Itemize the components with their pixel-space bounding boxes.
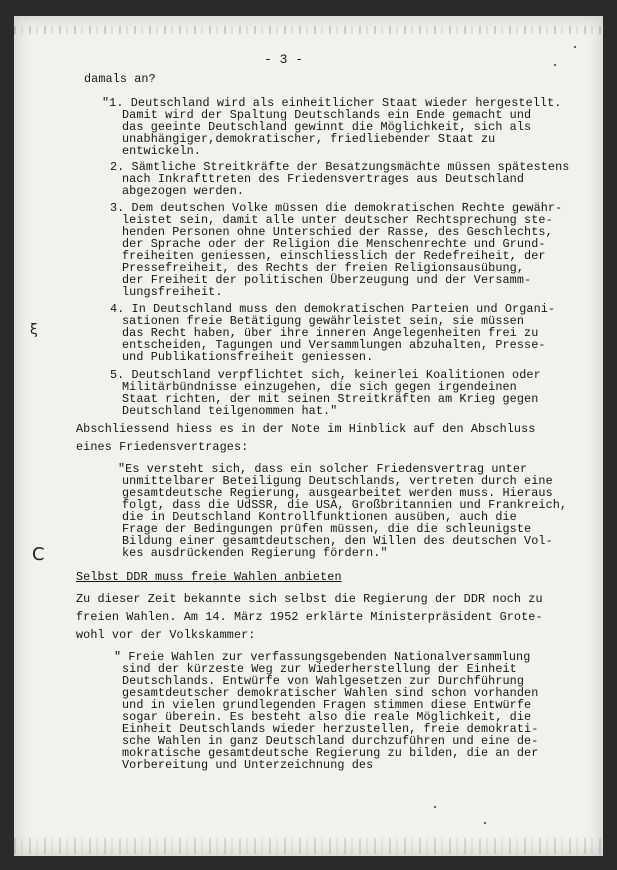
text-line: der Freiheit der politischen Überzeugung und der Versamm- [122,273,532,287]
document-body [14,16,603,772]
page-number: - 3 - [264,52,304,67]
text-line: nach Inkrafttreten des Friedensvertrages aus Deutschland [122,172,525,186]
text-line: unabhängiger,demokratischer, friedliebender Staat zu [122,132,496,146]
text-line: Militärbündnisse einzugehen, die sich gegen irgendeinen [122,380,517,394]
text-line: damals an? [84,72,156,86]
text-line: das Recht haben, über ihre inneren Angelegenheiten frei zu [122,326,539,340]
text-line: abgezogen werden. [122,184,245,198]
text-line: entwickeln. [122,144,201,158]
text-line: folgt, dass die UdSSR, die USA, Großbritannien und Frankreich, [122,498,568,512]
text-line: Staat richten, der mit seinen Streitkräften am Krieg gegen [122,392,539,406]
text-line: entscheiden, Tagungen und Versammlungen abzuhalten, Presse- [122,338,546,352]
section-heading: Selbst DDR muss freie Wahlen anbieten [76,570,342,584]
text-line: sche Wahlen in ganz Deutschland durchzuführen und eine de- [122,734,539,748]
text-line: "Es versteht sich, dass ein solcher Friedensvertrag unter [118,462,528,476]
text-line: mokratische gesamtdeutsche Regierung zu bilden, die an der [122,746,539,760]
text-line: "1. Deutschland wird als einheitlicher Staat wieder hergestellt. [102,96,562,110]
text-line: 5. Deutschland verpflichtet sich, keinerlei Koalitionen oder [110,368,541,382]
text-line: 2. Sämtliche Streitkräfte der Besatzungsmächte müssen spätestens [110,160,570,174]
text-line: freiheiten geniessen, einschliesslich der Redefreiheit, der [122,249,546,263]
text-line: henden Personen ohne Unterschied der Rasse, des Geschlechts, [122,225,553,239]
document-page [14,16,603,856]
margin-mark: C [32,544,45,565]
scan-speck [434,806,436,808]
text-line: unmittelbarer Beteiligung Deutschlands, vertreten durch eine [122,474,553,488]
text-line: Vorbereitung und Unterzeichnung des [122,758,374,772]
scan-speck [554,64,556,66]
text-line: " Freie Wahlen zur verfassungsgebenden Nationalversammlung [114,650,531,664]
text-line: 3. Dem deutschen Volke müssen die demokratischen Rechte gewähr- [110,201,563,215]
text-line: sogar überein. Es besteht also die reale Möglichkeit, die [122,710,532,724]
text-line: die in Deutschland Kontrollfunktionen ausüben, auch die [122,510,517,524]
text-line: gesamtdeutsche Regierung, ausgearbeitet werden muss. Hieraus [122,486,553,500]
text-line: Frage der Bedingungen prüfen müssen, die die schleunigste [122,522,532,536]
text-line: Deutschland teilgenommen hat." [122,404,338,418]
text-line: gesamtdeutscher demokratischer Wahlen sind schon vorhanden [122,686,539,700]
text-line: das geeinte Deutschland gewinnt die Möglichkeit, sich als [122,120,532,134]
scan-speck [484,822,486,824]
text-line: sind der kürzeste Weg zur Wiederherstellung der Einheit [122,662,517,676]
text-line: kes ausdrückenden Regierung fördern." [122,546,388,560]
text-line: der Sprache oder der Religion die Menschenrechte und Grund- [122,237,546,251]
text-line: und Publikationsfreiheit geniessen. [122,350,374,364]
text-line: und in vielen grundlegenden Fragen stimmen diese Entwürfe [122,698,532,712]
text-line: Zu dieser Zeit bekannte sich selbst die Regierung der DDR noch zu [76,592,543,606]
margin-mark: ξ [30,322,38,338]
text-line: freien Wahlen. Am 14. März 1952 erklärte Ministerpräsident Grote- [76,610,543,624]
text-line: lungsfreiheit. [122,285,223,299]
text-line: Damit wird der Spaltung Deutschlands ein Ende gemacht und [122,108,532,122]
text-line: leistet sein, damit alle unter deutscher Rechtsprechung ste- [122,213,553,227]
text-line: Pressefreiheit, des Rechts der freien Religionsausübung, [122,261,525,275]
text-line: eines Friedensvertrages: [76,440,249,454]
text-line: Abschliessend hiess es in der Note im Hinblick auf den Abschluss [76,422,536,436]
text-line: 4. In Deutschland muss den demokratischen Parteien und Organi- [110,302,556,316]
text-line: Deutschlands. Entwürfe von Wahlgesetzen zur Durchführung [122,674,525,688]
scan-noise-bottom [14,838,603,854]
scan-speck [574,46,576,48]
text-line: Einheit Deutschlands wieder herzustellen, freie demokrati- [122,722,539,736]
text-line: wohl vor der Volkskammer: [76,628,256,642]
text-line: Bildung einer gesamtdeutschen, den Willen des deutschen Vol- [122,534,553,548]
text-line: sationen freie Betätigung gewährleistet sein, sie müssen [122,314,525,328]
